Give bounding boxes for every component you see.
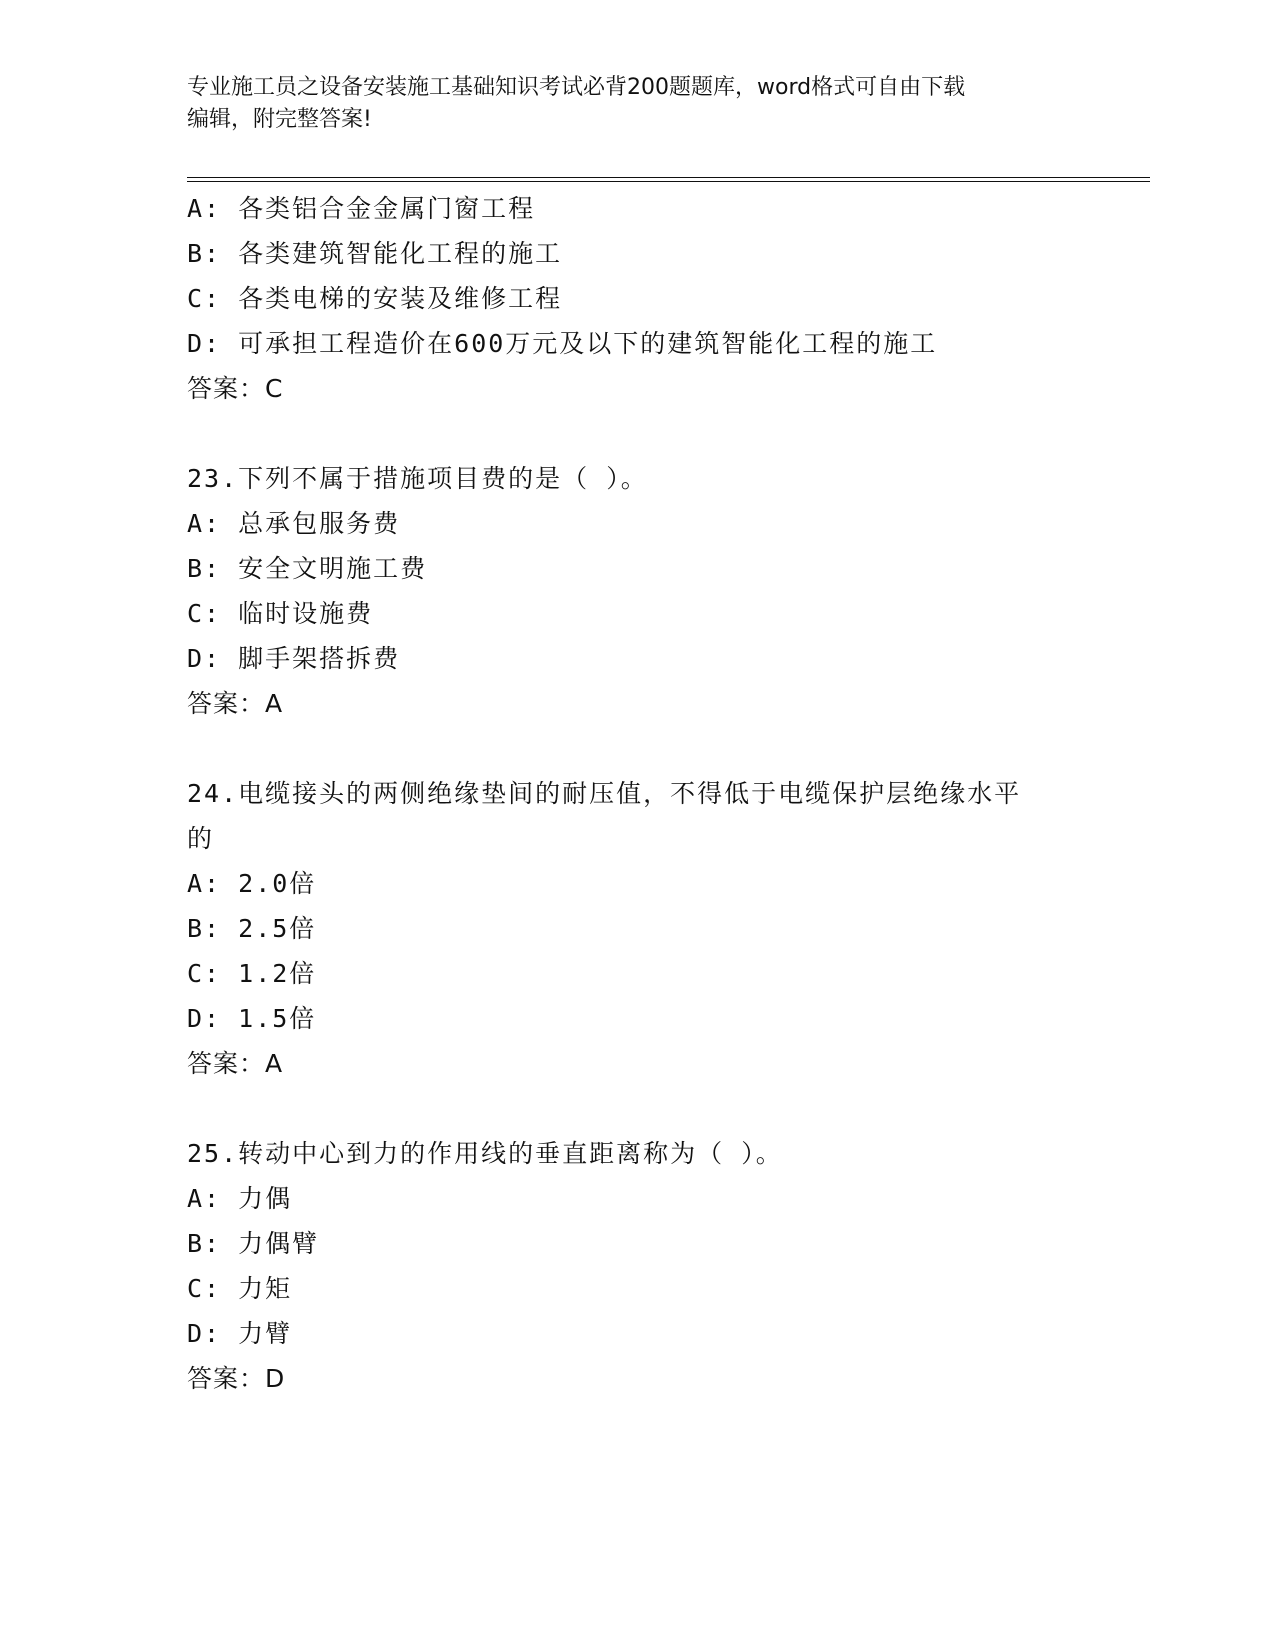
header-line-2: 编辑，附完整答案! xyxy=(187,107,372,132)
q22-answer: 答案：C xyxy=(187,374,284,403)
q23-option-a: A: 总承包服务费 xyxy=(187,509,401,538)
q25-option-c: C: 力矩 xyxy=(187,1274,293,1303)
document-header xyxy=(187,72,1067,136)
q25-question: 25.转动中心到力的作用线的垂直距离称为（ ）。 xyxy=(187,1139,783,1168)
q24-answer: 答案：A xyxy=(187,1049,284,1078)
q23-option-d: D: 脚手架搭拆费 xyxy=(187,644,401,673)
q22-option-a: A: 各类铝合金金属门窗工程 xyxy=(187,194,536,223)
q23-option-c: C: 临时设施费 xyxy=(187,599,374,628)
q22-option-b: B: 各类建筑智能化工程的施工 xyxy=(187,239,563,268)
header-rule-bottom xyxy=(187,181,1150,182)
q25-answer: 答案：D xyxy=(187,1364,286,1393)
q24-question-line-1: 24.电缆接头的两侧绝缘垫间的耐压值，不得低于电缆保护层绝缘水平 xyxy=(187,779,1022,808)
header-rule-top xyxy=(187,177,1150,178)
q23-answer: 答案：A xyxy=(187,689,284,718)
header-line-1: 专业施工员之设备安装施工基础知识考试必背200题题库，word格式可自由下载 xyxy=(187,75,966,100)
q23-option-b: B: 安全文明施工费 xyxy=(187,554,428,583)
q25-option-d: D: 力臂 xyxy=(187,1319,293,1348)
q24-option-b: B: 2.5倍 xyxy=(187,914,317,943)
q25-option-b: B: 力偶臂 xyxy=(187,1229,320,1258)
q23-question: 23.下列不属于措施项目费的是（ ）。 xyxy=(187,464,648,493)
q22-option-c: C: 各类电梯的安装及维修工程 xyxy=(187,284,563,313)
q24-option-c: C: 1.2倍 xyxy=(187,959,317,988)
q24-option-d: D: 1.5倍 xyxy=(187,1004,317,1033)
q24-question-line-2: 的 xyxy=(187,824,215,853)
q24-option-a: A: 2.0倍 xyxy=(187,869,317,898)
q22-option-d: D: 可承担工程造价在600万元及以下的建筑智能化工程的施工 xyxy=(187,329,938,358)
q25-option-a: A: 力偶 xyxy=(187,1184,293,1213)
